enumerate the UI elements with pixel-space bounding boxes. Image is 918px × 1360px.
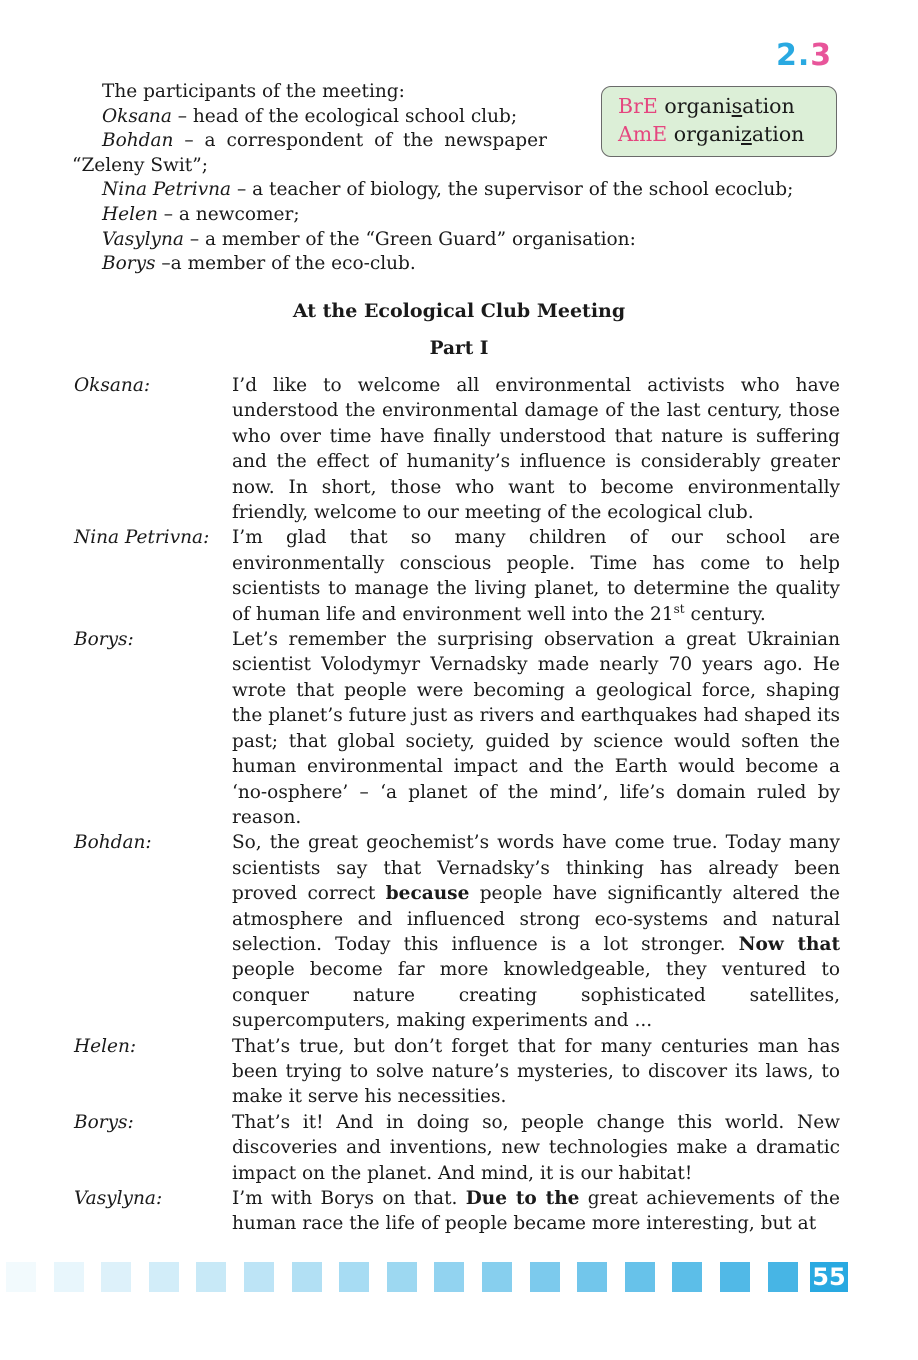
speech-text [232, 627, 840, 830]
speech-fragment: So, the great geochemist’s words have come true. Today many scientists say that Vernadsky’s thinking has already been proved correct [232, 832, 840, 905]
strip-square [54, 1262, 84, 1292]
speaker-name: Nina Petrivna: [74, 527, 210, 549]
strip-square [292, 1262, 322, 1292]
speech-fragment: That’s true, but don’t forget that for many centuries man has been trying to solve nature’s mysteries, to discover its laws, to make it serve his necessities. [232, 1035, 840, 1108]
participant-name: Bohdan [102, 130, 174, 152]
dialogue-entry [74, 627, 840, 830]
text-title: At the Ecological Club Meeting [292, 300, 626, 322]
part-heading: Part I [429, 338, 489, 359]
dialogue-entry [74, 1110, 840, 1186]
participant-desc-word: of [374, 130, 393, 152]
note-ame-highlight: z [741, 122, 752, 146]
participant-desc-word: – [184, 130, 194, 152]
section-number [776, 38, 832, 73]
dialogue-entry [74, 1034, 840, 1110]
decorative-square-strip [0, 1262, 918, 1292]
dialogue-entry [74, 525, 840, 627]
participant-name: Borys [102, 253, 156, 275]
speech-bold: Now that [738, 933, 840, 955]
strip-square [768, 1262, 798, 1292]
strip-square [434, 1262, 464, 1292]
participant-bohdan-cont: “Zeleny Swit”; [72, 154, 208, 176]
participant-nina [72, 178, 840, 203]
speech-superscript: st [673, 601, 685, 616]
speech-text [232, 1186, 840, 1237]
strip-square [6, 1262, 36, 1292]
participant-vasylyna [72, 228, 840, 253]
strip-square [339, 1262, 369, 1292]
speech-fragment: I’d like to welcome all environmental activists who have understood the environmental damage of the last century, those who over time have finally understood that nature is suffering and the effect of humanity’s influence is considerably greater now. In short, those who want to become environmentally friendly, welcome to our meeting of the ecological club. [232, 375, 840, 524]
speaker-name: Vasylyna: [74, 1188, 163, 1209]
section-major: 2 [776, 38, 798, 73]
participant-name: Oksana [102, 105, 172, 127]
speech-text [232, 1110, 840, 1186]
section-dot-icon: . [797, 38, 811, 73]
participant-name: Vasylyna [102, 228, 184, 250]
speech-text [232, 1034, 840, 1110]
speech-text [232, 525, 840, 627]
participant-borys [72, 252, 840, 277]
dialogue-entry [74, 373, 840, 525]
strip-square [530, 1262, 560, 1292]
note-bre-highlight: s [731, 94, 743, 118]
dialogue [74, 373, 840, 1237]
strip-square [244, 1262, 274, 1292]
speech-fragment: I’m glad that so many children of our school are environmentally conscious people. Time has come to help scientists to manage the living planet, to determine the quality of human life and environment well into the 21 [232, 527, 840, 625]
participant-bohdan [72, 129, 547, 154]
strip-square [672, 1262, 702, 1292]
participant-desc-word: a [204, 130, 216, 152]
speaker-name: Oksana: [74, 375, 151, 396]
participant-desc: – a member of the “Green Guard” organisation: [183, 228, 636, 250]
note-bre-post: ation [742, 94, 795, 118]
speaker-name: Borys: [74, 629, 134, 651]
participant-helen [72, 203, 840, 228]
dialogue-entry [74, 830, 840, 1033]
participant-desc-word: newspaper [444, 130, 547, 152]
speech-fragment: people become far more knowledgeable, they ventured to conquer nature creating sophisticated satellites, supercomputers, making experiments and ... [232, 959, 840, 1032]
strip-square [101, 1262, 131, 1292]
note-ame-post: ation [751, 122, 805, 146]
speech-text [232, 830, 840, 1033]
speech-bold: because [385, 883, 470, 905]
speech-text [232, 373, 840, 525]
speech-fragment: century. [684, 603, 766, 625]
note-ame-label: AmE [618, 122, 668, 146]
speech-fragment: I’m with Borys on that. [232, 1188, 466, 1209]
strip-square [196, 1262, 226, 1292]
speech-bold: Due to the [465, 1188, 580, 1209]
speaker-name: Borys: [74, 1111, 134, 1133]
note-ame-pre: organi [673, 122, 741, 146]
section-minor: 3 [810, 38, 833, 73]
participant-desc: – a newcomer; [157, 203, 300, 225]
speech-fragment: Let’s remember the surprising observation a great Ukrainian scientist Volodymyr Vernadsky made nearly 70 years ago. He wrote that people were becoming a geological force, shaping the planet’s future just as rivers and earthquakes had shaped its past; that global society, guided by science would soften the human environmental impact and the Earth would become a ‘no-osphere’ – ‘a planet of the mind’, life’s domain ruled by reason. [232, 629, 840, 828]
participant-desc-word: the [403, 130, 434, 152]
participants-heading: The participants of the meeting: [102, 81, 405, 102]
strip-square [387, 1262, 417, 1292]
speech-fragment: That’s it! And in doing so, people change this world. New discoveries and inventions, new technologies make a dramatic impact on the planet. And mind, it is our habitat! [232, 1111, 840, 1184]
participant-name: Nina Petrivna [102, 179, 232, 201]
note-bre-label: BrE [618, 94, 658, 118]
strip-square [720, 1262, 750, 1292]
speech-fragment: people have significantly altered the atmosphere and influenced strong eco-systems and natural selection. Today this influence is a lot stronger. [232, 883, 840, 955]
strip-square [577, 1262, 607, 1292]
strip-square [625, 1262, 655, 1292]
speaker-name: Bohdan: [74, 832, 152, 854]
participant-desc: – a teacher of biology, the supervisor of the school ecoclub; [231, 179, 794, 201]
participant-oksana [72, 105, 840, 130]
dialogue-entry [74, 1186, 840, 1237]
page-number: 55 [810, 1262, 848, 1292]
participant-name: Helen [102, 203, 158, 225]
participants-section [72, 80, 840, 277]
note-bre-pre: organi [664, 94, 732, 118]
strip-square [149, 1262, 179, 1292]
speech-fragment: great achievements of the human race the life of people became more interesting, but at [232, 1188, 841, 1235]
participant-desc-word: correspondent [226, 130, 364, 152]
speaker-name: Helen: [74, 1035, 137, 1057]
participant-desc: – head of the ecological school club; [171, 105, 518, 127]
participant-desc: –a member of the eco-club. [155, 253, 416, 275]
strip-square [482, 1262, 512, 1292]
